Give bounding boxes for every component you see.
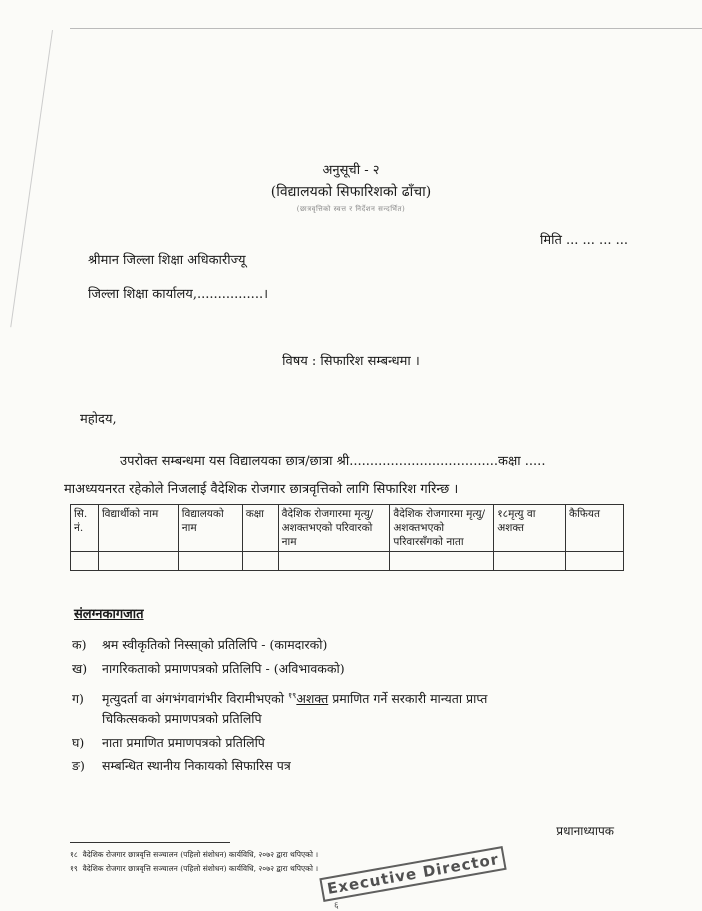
footnote-text: वैदेशिक रोजगार छात्रवृत्ति सञ्चालन (पहिलो संशोधन) कार्यविधि, २०७२ द्वारा थपिएको । [82,850,319,859]
executive-director-stamp: Executive Director [319,846,506,902]
page-number: ६ [334,901,339,911]
list-item-text-post: प्रमाणित गर्ने सरकारी मान्यता प्राप्त [328,691,488,707]
header-remarks: कैफियत [566,505,624,552]
addressee-line-2: जिल्ला शिक्षा कार्यालय,................। [88,287,269,302]
list-item [72,690,620,707]
list-item-label: ग) [72,691,84,707]
body-line-2: माअध्ययनरत रहेकोले निजलाई वैदेशिक रोजगार छात्रवृत्तिको लागि सिफारिश गरिन्छ । [64,482,459,497]
annex-title: अनुसूची - २ [322,163,380,178]
table-row [71,552,624,571]
header-serial: सि. नं. [71,505,99,552]
list-item-continuation: चिकित्सकको प्रमाणपत्रको प्रतिलिपि [102,711,262,726]
table-header-row [71,505,624,552]
footnote [70,864,318,874]
page-fold-line [10,30,53,327]
footnote-number: १९ [70,864,78,873]
underlined-word: अशक्त [296,691,329,707]
footnote-number: १८ [70,850,78,859]
list-item-label: क) [72,637,87,652]
header-student-name: विद्यार्थीको नाम [98,505,178,552]
list-item [72,636,327,653]
header-school-name: विद्यालयको नाम [178,505,242,552]
list-item-label: ख) [72,661,88,676]
page-edge-line [70,28,702,29]
subject-line: विषय : सिफारिश सम्बन्धमा । [282,354,420,369]
smudged-note: (छात्रवृत्तिको स्वत्त र निर्देशन सन्दर्भित) [296,205,406,213]
list-item-label: घ) [72,735,85,750]
header-family-name: वैदेशिक रोजगारमा मृत्यु/अशक्तभएको परिवारको नाम [278,505,390,552]
attachments-heading: संलग्नकागजात [74,607,144,622]
addressee-line-1: श्रीमान जिल्ला शिक्षा अधिकारीज्यू [88,253,246,268]
footnote-ref: १९ [288,691,297,700]
list-item [72,757,291,774]
header-class: कक्षा [242,505,278,552]
body-line-1: उपरोक्त सम्बन्धमा यस विद्यालयका छात्र/छात्रा श्री....................................कक्षा ..... [120,454,546,469]
list-item-label: ङ) [72,758,85,773]
header-death-disabled: १८मृत्यु वा अशक्त [494,505,566,552]
list-item-text: नागरिकताको प्रमाणपत्रको प्रतिलिपि - (अविभावकको) [102,661,345,676]
form-subtitle: (विद्यालयको सिफारिशको ढाँचा) [270,184,432,200]
list-item-text: श्रम स्वीकृतिको निस्सा्को प्रतिलिपि - (कामदारको) [102,637,328,652]
salutation: महोदय, [80,412,117,427]
list-item [72,734,265,751]
list-item-text: मृत्युदर्ता वा अंगभंगवागंभीर विरामीभएको [102,691,288,707]
header-relation: वैदेशिक रोजगारमा मृत्यु/अशक्तभएको परिवारसँगको नाता [390,505,494,552]
footnote-text: वैदेशिक रोजगार छात्रवृत्ति सञ्चालन (पहिलो संशोधन) कार्यविधि, २०७२ द्वारा थपिएको । [82,864,319,873]
list-item-text: नाता प्रमाणित प्रमाणपत्रको प्रतिलिपि [102,735,265,750]
footnote [70,850,318,860]
footnote-divider [70,842,230,843]
list-item [72,660,345,677]
signature-title: प्रधानाध्यापक [556,824,614,838]
list-item-text: सम्बन्धित स्थानीय निकायको सिफारिस पत्र [102,758,291,773]
recommendation-table [70,504,624,571]
date-field: मिति ... ... ... ... [539,233,628,248]
